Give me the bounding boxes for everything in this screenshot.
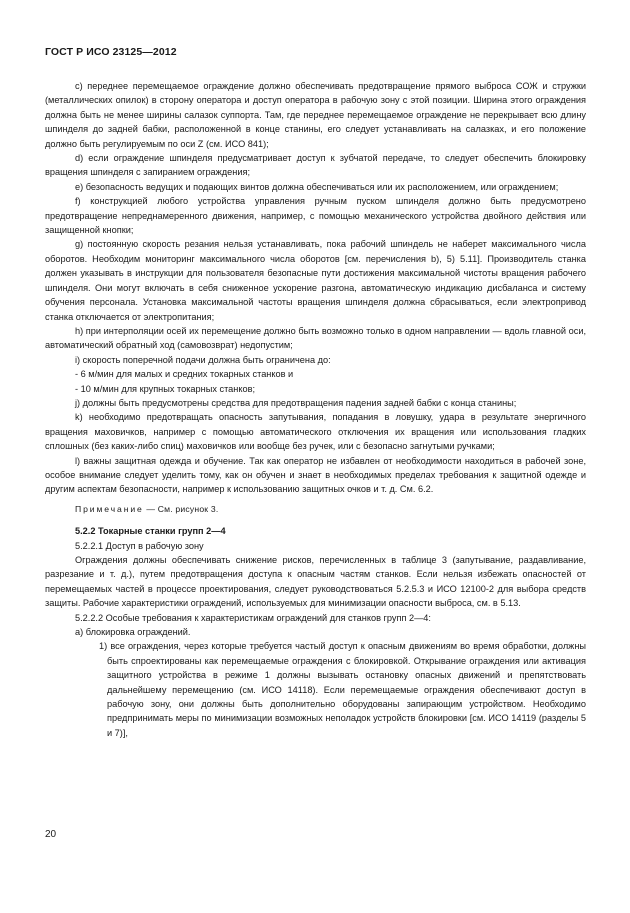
subsection-5221-text: Ограждения должны обеспечивать снижение рисков, перечисленных в таблице 3 (запутывание, раздавливание, разрезание и т. д.), путем предотвращения доступа к опасным частям станков. Если нельзя избежать опасностей от перемещаемых частей в процессе проектирования, следует руководствоваться 5.2.5.3 и ИСО 12100-2 для выбора средств защиты. Рабочие характеристики ограждений, используемых для минимизации опасности выброса, см. в 5.13. <box>45 555 586 609</box>
item-e: e) безопасность ведущих и подающих винтов должна обеспечиваться или их расположением, или ограждением; <box>75 181 559 192</box>
subsection-5221-title: 5.2.2.1 Доступ в рабочую зону <box>75 540 204 551</box>
page-number: 20 <box>45 829 57 840</box>
section-heading: 5.2.2 Токарные станки групп 2—4 <box>75 526 226 537</box>
item-c: c) переднее перемещаемое ограждение должно обеспечивать предотвращение прямого выброса СОЖ и стружки (металлических опилок) в сторону оператора и доступ оператора в рабочую зону с этой позиции. Ширина этого ограждения должна быть не менее ширины салазок суппорта. Там, где переднее перемещаемое ограждение не перекрывает всю длину шпинделя до задней бабки, расположенной в конце станины, его следует устанавливать на салазках, и его положение должно быть регулируемым по оси Z (см. ИСО 841); <box>45 81 586 149</box>
item-j: j) должны быть предусмотрены средства для предотвращения падения задней бабки с конца станины; <box>75 397 517 408</box>
item-i-sub2: - 10 м/мин для крупных токарных станков; <box>75 383 256 394</box>
item-f: f) конструкцией любого устройства управления ручным пуском шпинделя должно быть предусмотрено предотвращение непреднамеренного движения, например, с помощью механического устройства двойного действия или защищенной кнопки; <box>45 196 586 236</box>
item-a-1: 1) все ограждения, через которые требуется частый доступ к опасным движениям во время обработки, должны быть спроектированы как перемещаемые ограждения с блокировкой. Открывание ограждения или активация защитного устройства в режиме 1 должны вызывать остановку опасных движений и препятствовать дальнейшему перемещению (см. ИСО 14118). Если перемещаемые ограждения обеспечивают доступ в рабочую зону, они должны быть дополнительно оборудованы запирающим устройством. Необходимо предпринимать меры по минимизации возможных неполадок устройств блокировки [см. ИСО 14119 (разделы 5 и 7)], <box>99 641 586 738</box>
item-h: h) при интерполяции осей их перемещение должно быть возможно только в одном направлении — вдоль главной оси, автоматический обратный ход (самовозврат) недопустим; <box>45 325 586 351</box>
subsection-5222-title: 5.2.2.2 Особые требования к характеристикам ограждений для станков групп 2—4: <box>75 612 431 623</box>
item-l: l) важны защитная одежда и обучение. Так как оператор не избавлен от необходимости находиться в рабочей зоне, особое внимание следует уделить тому, как он обучен и знает в необходимых пределах требования к защитной одежде и другим аспектам безопасности, например к использованию защитных очков и т. д. См. 6.2. <box>45 455 586 495</box>
item-g: g) постоянную скорость резания нельзя устанавливать, пока рабочий шпиндель не наберет максимального числа оборотов. Необходим мониторинг максимального числа оборотов [см. перечисления b), 5) 5.11]. Производитель станка должен указывать в инструкции для пользователя безопасные пути достижения максимальной чистоты вращения рабочего шпинделя. Они могут включать в себя сниженное ускорение разгона, автоматическую индикацию дисбаланса и систему обучения персонала. Установка максимальной частоты вращения шпинделя должна сбрасываться, если электропривод станка отключается от электропитания; <box>45 239 586 322</box>
item-k: k) необходимо предотвращать опасность запутывания, попадания в ловушку, удара в результате энергичного вращения маховичков, например с помощью автоматического отключения их вращения или использования гладких сплошных (без каких-либо спиц) маховичков или вообще без ручек, или с безопасно загнутыми ручками; <box>45 412 586 452</box>
item-i-sub1: - 6 м/мин для малых и средних токарных станков и <box>75 369 294 380</box>
item-i: i) скорость поперечной подачи должна быть ограничена до: <box>75 354 331 365</box>
note <box>45 502 586 516</box>
document-body <box>45 79 586 740</box>
item-a: a) блокировка ограждений. <box>75 627 191 638</box>
note-label: Примечание <box>75 503 144 514</box>
item-d: d) если ограждение шпинделя предусматривает доступ к зубчатой передаче, то следует обеспечить блокировку вращения шпинделя с запиранием ограждения; <box>45 153 586 178</box>
note-text: — См. рисунок 3. <box>143 503 219 514</box>
page-header-title: ГОСТ Р ИСО 23125—2012 <box>45 46 177 58</box>
